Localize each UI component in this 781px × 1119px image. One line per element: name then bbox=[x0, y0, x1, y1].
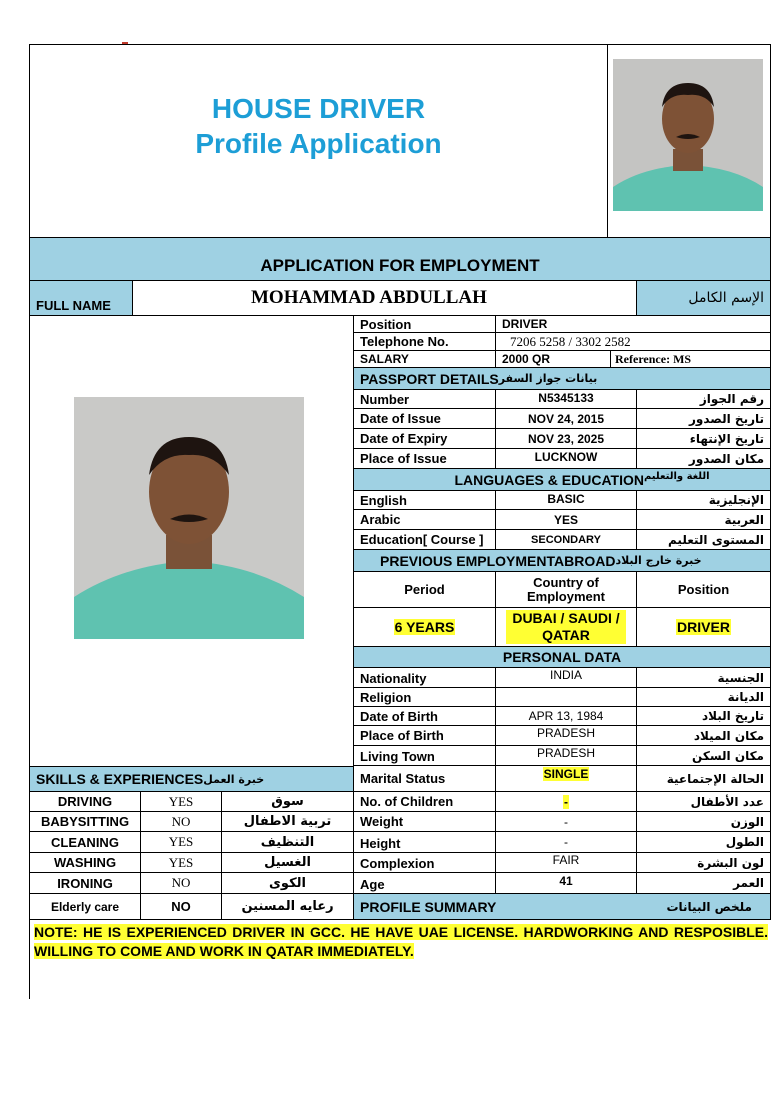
employment-title-ar: خبرة خارج البلاد bbox=[615, 554, 702, 567]
salary-label: SALARY bbox=[353, 350, 496, 368]
applicant-photo-small bbox=[613, 59, 763, 211]
applicant-photo-large bbox=[74, 397, 304, 639]
skill-babysitting-value: NO bbox=[140, 811, 222, 832]
issue-date-label: Date of Issue bbox=[353, 408, 496, 429]
birth-place-label-ar: مكان الميلاد bbox=[636, 725, 771, 746]
expiry-date-label-ar: تاريخ الإنتهاء bbox=[636, 428, 771, 449]
skills-title-ar: خبرة العمل bbox=[203, 772, 265, 786]
skill-ironing-ar: الكوى bbox=[221, 872, 354, 894]
full-name-label: FULL NAME bbox=[29, 280, 133, 316]
form-title: HOUSE DRIVER bbox=[211, 93, 426, 124]
living-town-label-ar: مكان السكن bbox=[636, 745, 771, 766]
full-name-label-ar: الإسم الكامل bbox=[636, 280, 771, 316]
telephone-label: Telephone No. bbox=[353, 332, 496, 351]
issue-date-label-ar: تاريخ الصدور bbox=[636, 408, 771, 429]
employment-country-cell bbox=[495, 607, 637, 647]
age-value: 41 bbox=[495, 872, 637, 894]
note-box bbox=[34, 923, 768, 961]
weight-value: - bbox=[495, 811, 637, 832]
employment-position-value: DRIVER bbox=[677, 619, 730, 635]
weight-label-ar: الوزن bbox=[636, 811, 771, 832]
employment-period-value: 6 YEARS bbox=[394, 619, 455, 635]
skill-ironing: IRONING bbox=[29, 872, 141, 894]
skill-washing-value: YES bbox=[140, 852, 222, 873]
period-column-header: Period bbox=[353, 571, 496, 608]
issue-date-value: NOV 24, 2015 bbox=[495, 408, 637, 429]
marital-status-value: SINGLE bbox=[543, 767, 589, 781]
skill-cleaning-value: YES bbox=[140, 831, 222, 853]
employment-period-cell bbox=[353, 607, 496, 647]
skill-elderly-care: Elderly care bbox=[29, 893, 141, 920]
english-value: BASIC bbox=[495, 490, 637, 510]
skill-elderly-care-ar: رعايه المسنين bbox=[221, 893, 354, 920]
nationality-value: INDIA bbox=[495, 667, 637, 688]
skill-washing-ar: الغسيل bbox=[221, 852, 354, 873]
education-label: Education[ Course ] bbox=[353, 529, 496, 550]
salary-value: 2000 QR bbox=[495, 350, 611, 368]
education-label-ar: المستوى التعليم bbox=[636, 529, 771, 550]
birth-date-value: APR 13, 1984 bbox=[495, 706, 637, 726]
skill-driving-ar: سوق bbox=[221, 791, 354, 812]
languages-title-ar: اللغة والتعليم bbox=[643, 471, 710, 482]
person-photo-icon bbox=[613, 59, 763, 211]
children-label: No. of Children bbox=[353, 791, 496, 812]
expiry-date-value: NOV 23, 2025 bbox=[495, 428, 637, 449]
issue-place-label: Place of Issue bbox=[353, 448, 496, 469]
issue-place-label-ar: مكان الصدور bbox=[636, 448, 771, 469]
full-name-value: MOHAMMAD ABDULLAH bbox=[132, 280, 637, 316]
skill-babysitting: BABYSITTING bbox=[29, 811, 141, 832]
marital-status-cell bbox=[495, 765, 637, 792]
arabic-value: YES bbox=[495, 509, 637, 530]
skill-elderly-care-value: NO bbox=[140, 893, 222, 920]
country-column-header: Country of Employment bbox=[495, 571, 637, 608]
employment-title: PREVIOUS EMPLOYMENTABROAD bbox=[380, 552, 616, 569]
religion-label-ar: الديانة bbox=[636, 687, 771, 707]
form-header bbox=[29, 44, 771, 238]
education-value: SECONDARY bbox=[495, 529, 637, 550]
skill-washing: WASHING bbox=[29, 852, 141, 873]
skills-section-header bbox=[29, 766, 354, 792]
application-title-bar: APPLICATION FOR EMPLOYMENT bbox=[29, 237, 771, 281]
passport-title-ar: بيانات جواز السفر bbox=[498, 372, 598, 385]
position-label: Position bbox=[353, 315, 496, 333]
height-label: Height bbox=[353, 831, 496, 853]
living-town-value: PRADESH bbox=[495, 745, 637, 766]
age-label-ar: العمر bbox=[636, 872, 771, 894]
arabic-label: Arabic bbox=[353, 509, 496, 530]
nationality-label-ar: الجنسية bbox=[636, 667, 771, 688]
skills-title: SKILLS & EXPERIENCES bbox=[36, 771, 204, 787]
weight-label: Weight bbox=[353, 811, 496, 832]
person-photo-icon bbox=[74, 397, 304, 639]
employment-section-header bbox=[353, 549, 771, 572]
skill-babysitting-ar: تربية الاطفال bbox=[221, 811, 354, 832]
age-label: Age bbox=[353, 872, 496, 894]
form-subtitle: Profile Application bbox=[195, 128, 442, 159]
passport-number-value: N5345133 bbox=[495, 389, 637, 409]
expiry-date-label: Date of Expiry bbox=[353, 428, 496, 449]
arabic-label-ar: العربية bbox=[636, 509, 771, 530]
english-label-ar: الإنجليزية bbox=[636, 490, 771, 510]
position-value: DRIVER bbox=[495, 315, 771, 333]
birth-place-value: PRADESH bbox=[495, 725, 637, 746]
skill-cleaning: CLEANING bbox=[29, 831, 141, 853]
religion-label: Religion bbox=[353, 687, 496, 707]
complexion-value: FAIR bbox=[495, 852, 637, 873]
languages-section-header bbox=[353, 468, 771, 491]
skill-ironing-value: NO bbox=[140, 872, 222, 894]
marital-status-label-ar: الحالة الإجتماعية bbox=[636, 765, 771, 792]
height-value: - bbox=[495, 831, 637, 853]
note-text: NOTE: HE IS EXPERIENCED DRIVER IN GCC. HE HAVE UAE LICENSE. HARDWORKING AND RESPOSIBLE. WILLING TO COME AND WORK IN QATAR IMMEDIATELY. bbox=[34, 924, 768, 959]
telephone-value: 7206 5258 / 3302 2582 bbox=[495, 332, 771, 351]
skill-driving-value: YES bbox=[140, 791, 222, 812]
religion-value bbox=[495, 687, 637, 707]
position-column-header: Position bbox=[636, 571, 771, 608]
profile-summary-header bbox=[353, 893, 771, 920]
skill-driving: DRIVING bbox=[29, 791, 141, 812]
birth-date-label-ar: تاريخ البلاد bbox=[636, 706, 771, 726]
complexion-label: Complexion bbox=[353, 852, 496, 873]
profile-summary-label: PROFILE SUMMARY bbox=[360, 898, 497, 915]
english-label: English bbox=[353, 490, 496, 510]
birth-date-label: Date of Birth bbox=[353, 706, 496, 726]
issue-place-value: LUCKNOW bbox=[495, 448, 637, 469]
children-value: - bbox=[564, 794, 568, 809]
title-box bbox=[30, 45, 608, 238]
passport-section-header bbox=[353, 367, 771, 390]
living-town-label: Living Town bbox=[353, 745, 496, 766]
personal-section-header: PERSONAL DATA bbox=[353, 646, 771, 668]
passport-number-label: Number bbox=[353, 389, 496, 409]
languages-title: LANGUAGES & EDUCATION bbox=[454, 471, 644, 488]
height-label-ar: الطول bbox=[636, 831, 771, 853]
complexion-label-ar: لون البشرة bbox=[636, 852, 771, 873]
employment-country-value: DUBAI / SAUDI / QATAR bbox=[506, 610, 626, 644]
birth-place-label: Place of Birth bbox=[353, 725, 496, 746]
nationality-label: Nationality bbox=[353, 667, 496, 688]
passport-number-label-ar: رقم الجواز bbox=[636, 389, 771, 409]
children-cell bbox=[495, 791, 637, 812]
reference-value: Reference: MS bbox=[610, 350, 771, 368]
employment-position-cell bbox=[636, 607, 771, 647]
skill-cleaning-ar: التنظيف bbox=[221, 831, 354, 853]
marital-status-label: Marital Status bbox=[353, 765, 496, 792]
passport-title: PASSPORT DETAILS bbox=[360, 370, 499, 387]
children-label-ar: عدد الأطفال bbox=[636, 791, 771, 812]
profile-summary-label-ar: ملخص البيانات bbox=[666, 899, 752, 914]
